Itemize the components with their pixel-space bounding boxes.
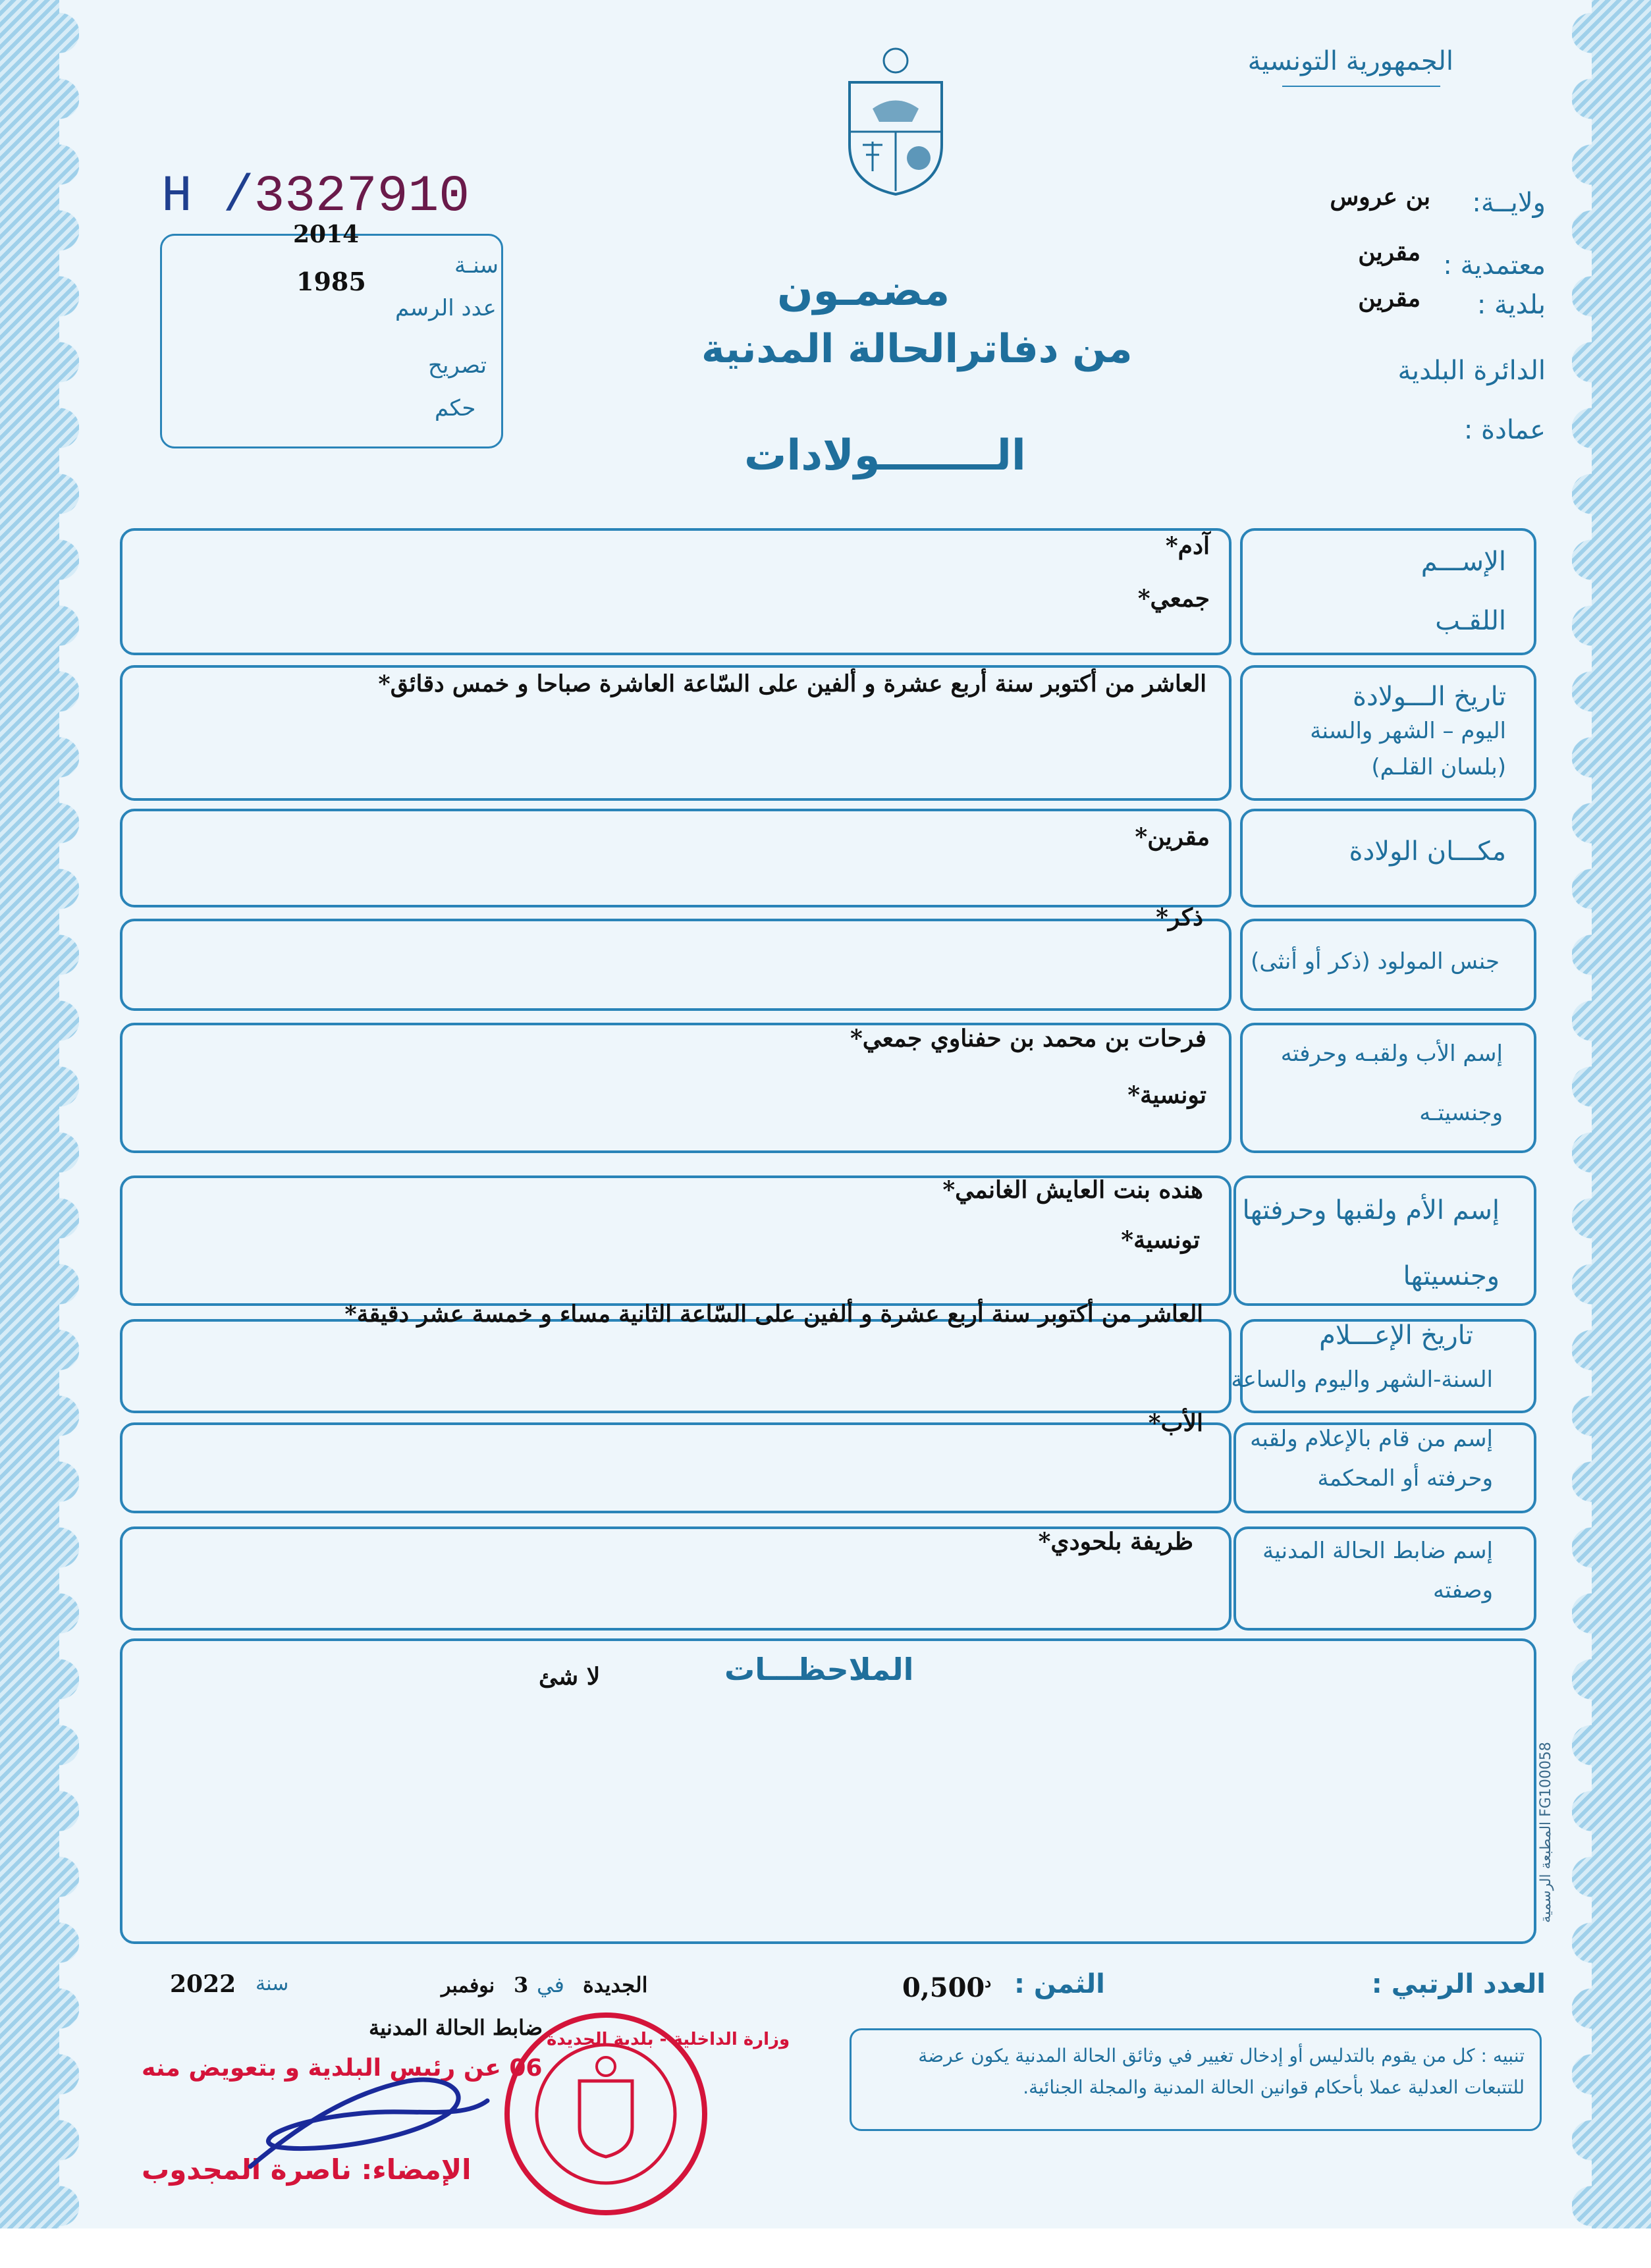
omada-label: عمادة : [1463,415,1546,445]
officer-label: إسم ضابط الحالة المدنية [1262,1538,1493,1564]
printer-mark: المطبعة الرسمية FG100058 [1538,1742,1554,1923]
title-registers: من دفاترالحالة المدنية [701,326,1133,372]
reg-year-label: سنـة [454,252,499,279]
tunisia-emblem-icon [836,46,955,198]
surname-value: جمعي* [1137,585,1210,612]
officer-value: ظريفة بلحودي* [1038,1528,1193,1555]
father-nationality-label: وجنسيتـه [1419,1100,1503,1126]
remarks-value: لا شئ [539,1663,601,1690]
father-label: إسم الأب ولقبـه وحرفته [1280,1040,1503,1067]
handwritten-signature-icon [237,2055,501,2186]
birth-date-label: تاريخ الـــولادة [1352,682,1506,712]
title-births: الــــــــولادات [744,431,1026,480]
issue-year-value: 2022 [170,1970,236,1998]
remarks-label: الملاحظـــات [724,1652,914,1687]
baladia-label: بلدية : [1476,290,1546,320]
republic-title: الجمهورية التونسية [1247,46,1453,76]
first-name-value: آدم* [1165,532,1210,560]
judgment-label: حكم [435,395,476,421]
wilaya-label: ولايــة: [1472,188,1546,218]
birth-date-sublabel-2: (بلسان القلـم) [1371,754,1506,780]
warning-text: تنبيه : كل من يقوم بالتدليس أو إدخال تغيير في وثائق الحالة المدنية يكون عرضة للتتبعات العدلية عملا بأحكام قوانين الحالة المدنية والمجلة الجنائية. [918,2045,1525,2098]
birth-place-label: مكـــان الولادة [1349,836,1506,867]
serial-number: H /3327910 [161,168,470,226]
father-nationality-value: تونسية* [1127,1081,1206,1109]
officer-sublabel: وصفته [1433,1577,1493,1604]
sex-value-box [120,919,1231,1011]
seal-line-2: الإمضاء: ناصرة المجدوب [142,2153,472,2186]
mother-nationality-value: تونسية* [1121,1226,1200,1254]
seal-ring-text: وزارة الداخلية - بلدية الجديدة [547,2030,790,2049]
reg-year-value: 2014 [293,221,360,248]
issue-day: 3 [514,1972,529,1997]
declaration-date-value: العاشر من أكتوبر سنة أربع عشرة و ألفين على السّاعة الثانية مساء و خمسة عشر دقيقة* [344,1301,1203,1328]
price-label: الثمن : [1014,1969,1105,1999]
first-name-label: الإســـم [1421,547,1506,577]
sex-label: جنس المولود (ذكر أو أنثى) [1251,948,1500,975]
declarant-sublabel: وحرفته أو المحكمة [1317,1465,1493,1492]
name-value-box [120,528,1231,655]
declaration-label: تصريح [428,352,487,379]
declaration-date-value-box [120,1319,1231,1413]
serial-order-label: العدد الرتبي : [1371,1969,1546,1999]
reg-number-label: عدد الرسم [395,295,497,321]
republic-divider [1282,86,1440,87]
baladia-value: مقرين [1358,284,1421,312]
seal-line-1: 06 عن رئيس البلدية و بتعويض منه [142,2055,543,2082]
issue-month: نوفمبر [441,1974,495,1997]
wilaya-value: بن عروس [1330,183,1430,211]
mother-value: هنده بنت العايش الغانمي* [942,1176,1203,1204]
declarant-value: الأب* [1148,1409,1203,1437]
birth-place-value: مقرين* [1135,823,1210,851]
issue-place: الجديدة [583,1972,648,1997]
reg-number-value: 1985 [296,267,366,296]
officer-title: ضابط الحالة المدنية [369,2015,543,2040]
title-extract: مضمـون [777,267,950,315]
surname-label: اللقـب [1435,606,1506,636]
issue-in-label: في [537,1972,564,1997]
sex-value: ذكر* [1156,904,1203,931]
mother-label: إسم الأم ولقبها وحرفتها [1242,1195,1500,1226]
declaration-date-label: تاريخ الإعـــلام [1319,1320,1473,1351]
declaration-date-sublabel: السنة-الشهر واليوم والساعة [1231,1366,1493,1393]
issue-year-label: سنة [256,1972,289,1995]
moatamadia-value: مقرين [1358,238,1421,266]
price-value: $0,500^د$ [902,1972,992,2003]
birth-date-value: العاشر من أكتوبر سنة أربع عشرة و ألفين على السّاعة العاشرة صباحا و خمس دقائق* [378,670,1206,697]
birth-place-value-box [120,809,1231,907]
right-wave-edge [1552,0,1592,2268]
left-wave-edge [59,0,99,2268]
declarant-label: إسم من قام بالإعلام ولقبه [1250,1426,1493,1452]
birth-date-sublabel: اليوم – الشهر والسنة [1310,718,1506,744]
bottom-strip [0,2228,1651,2268]
mother-nationality-label: وجنسيتها [1403,1261,1500,1291]
declarant-value-box [120,1422,1231,1513]
moatamadia-label: معتمدية : [1443,250,1546,281]
daira-label: الدائرة البلدية [1397,356,1546,386]
father-value: فرحات بن محمد بن حفناوي جمعي* [850,1025,1206,1052]
